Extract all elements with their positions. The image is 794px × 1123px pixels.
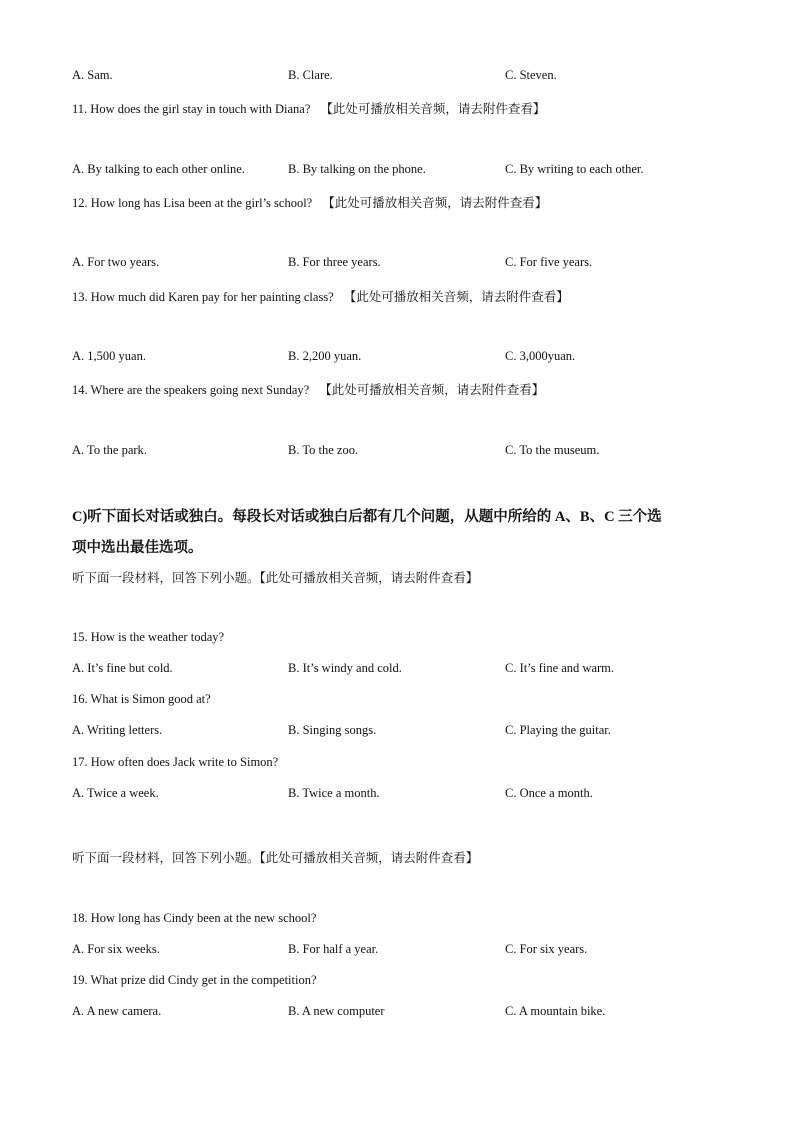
q10-option-b: B. Clare. xyxy=(288,68,333,82)
q13-option-a: A. 1,500 yuan. xyxy=(72,349,146,363)
q15-question: 15. How is the weather today? xyxy=(72,630,225,644)
q13-option-c: C. 3,000yuan. xyxy=(505,349,576,363)
q10-options xyxy=(0,68,794,86)
q18-options xyxy=(0,942,794,960)
q17-question: 17. How often does Jack write to Simon? xyxy=(72,755,279,769)
section-c-heading-line1: C)听下面长对话或独白。每段长对话或独白后都有几个问题，从题中所给的 A、B、C 三个选 xyxy=(72,509,662,525)
q18-option-a: A. For six weeks. xyxy=(72,942,160,956)
q13-question-text: 13. How much did Karen pay for her painting class? xyxy=(72,290,334,304)
q12-option-b: B. For three years. xyxy=(288,255,381,269)
q14-option-b: B. To the zoo. xyxy=(288,443,359,457)
q18-option-b: B. For half a year. xyxy=(288,942,379,956)
q15-option-a: A. It’s fine but cold. xyxy=(72,661,173,675)
q19-options xyxy=(0,1004,794,1022)
q19-option-a: A. A new camera. xyxy=(72,1004,162,1018)
q16-options xyxy=(0,723,794,741)
q14-question-text: 14. Where are the speakers going next Sunday? xyxy=(72,383,310,397)
q12-option-a: A. For two years. xyxy=(72,255,160,269)
q14-options xyxy=(0,443,794,461)
q10-option-c: C. Steven. xyxy=(505,68,557,82)
q17-options xyxy=(0,786,794,804)
q11-options xyxy=(0,162,794,180)
q11-option-a: A. By talking to each other online. xyxy=(72,162,245,176)
q17-option-b: B. Twice a month. xyxy=(288,786,380,800)
q16-option-b: B. Singing songs. xyxy=(288,723,377,737)
q12-question-text: 12. How long has Lisa been at the girl’s school? xyxy=(72,196,313,210)
q15-option-c: C. It’s fine and warm. xyxy=(505,661,615,675)
q14-audio-note[interactable]: 【此处可播放相关音频，请去附件查看】 xyxy=(319,383,545,397)
passage2-intro[interactable]: 听下面一段材料，回答下列小题。【此处可播放相关音频，请去附件查看】 xyxy=(72,851,479,865)
q19-question: 19. What prize did Cindy get in the competition? xyxy=(72,973,317,987)
q16-question: 16. What is Simon good at? xyxy=(72,692,211,706)
q16-option-a: A. Writing letters. xyxy=(72,723,163,737)
q13-option-b: B. 2,200 yuan. xyxy=(288,349,362,363)
q11-option-b: B. By talking on the phone. xyxy=(288,162,426,176)
q19-option-b: B. A new computer xyxy=(288,1004,385,1018)
q17-option-a: A. Twice a week. xyxy=(72,786,159,800)
q12-option-c: C. For five years. xyxy=(505,255,593,269)
q17-option-c: C. Once a month. xyxy=(505,786,593,800)
q14-question xyxy=(72,380,544,398)
q15-options xyxy=(0,661,794,679)
q11-audio-note[interactable]: 【此处可播放相关音频，请去附件查看】 xyxy=(320,102,546,116)
q18-option-c: C. For six years. xyxy=(505,942,588,956)
q11-question xyxy=(72,99,545,117)
q16-option-c: C. Playing the guitar. xyxy=(505,723,611,737)
q19-option-c: C. A mountain bike. xyxy=(505,1004,606,1018)
q12-options xyxy=(0,255,794,273)
q11-question-text: 11. How does the girl stay in touch with Diana? xyxy=(72,102,311,116)
q13-question xyxy=(72,287,569,305)
q13-audio-note[interactable]: 【此处可播放相关音频，请去附件查看】 xyxy=(343,290,569,304)
q13-options xyxy=(0,349,794,367)
q14-option-a: A. To the park. xyxy=(72,443,147,457)
q11-option-c: C. By writing to each other. xyxy=(505,162,644,176)
passage1-intro[interactable]: 听下面一段材料，回答下列小题。【此处可播放相关音频，请去附件查看】 xyxy=(72,571,479,585)
q12-audio-note[interactable]: 【此处可播放相关音频，请去附件查看】 xyxy=(322,196,548,210)
section-c-heading-line2: 项中选出最佳选项。 xyxy=(72,540,203,556)
q10-option-a: A. Sam. xyxy=(72,68,113,82)
q15-option-b: B. It’s windy and cold. xyxy=(288,661,402,675)
q14-option-c: C. To the museum. xyxy=(505,443,600,457)
q12-question xyxy=(72,193,547,211)
q18-question: 18. How long has Cindy been at the new school? xyxy=(72,911,317,925)
